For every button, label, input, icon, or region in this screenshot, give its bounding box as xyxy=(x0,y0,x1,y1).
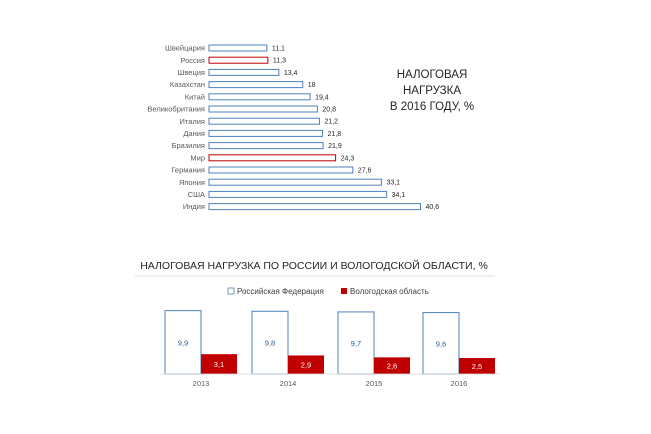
bar xyxy=(209,45,267,51)
value-label: 11,1 xyxy=(271,45,285,53)
year-label: 2016 xyxy=(450,379,468,388)
category-label: Великобритания xyxy=(147,104,205,114)
value-label: 21,9 xyxy=(328,143,342,151)
legend-label-vologda: Вологодская область xyxy=(350,287,429,296)
value-label: 21,2 xyxy=(324,118,339,126)
bar xyxy=(209,179,381,185)
category-label: Бразилия xyxy=(171,141,205,151)
category-label: Швеция xyxy=(177,68,205,77)
category-label: Италия xyxy=(179,116,205,126)
value-label: 18 xyxy=(307,82,316,90)
chart1-title-line-1: НАЛОГОВАЯ xyxy=(396,69,468,81)
legend-swatch-vologda xyxy=(341,288,347,294)
value-label-vologda: 2,6 xyxy=(386,361,398,371)
bar xyxy=(209,191,387,197)
value-label: 13,4 xyxy=(283,69,298,77)
value-label: 34,1 xyxy=(391,191,406,199)
russia-vologda-chart xyxy=(135,259,500,388)
category-label: Мир xyxy=(190,153,205,163)
category-label: Казахстан xyxy=(169,80,205,90)
bar xyxy=(209,82,303,88)
value-label-rf: 9,7 xyxy=(350,338,362,348)
bar xyxy=(209,118,319,124)
value-label: 11,3 xyxy=(272,57,286,65)
year-label: 2013 xyxy=(192,379,210,388)
category-label: Индия xyxy=(182,202,205,212)
category-label: Япония xyxy=(178,177,205,187)
year-label: 2014 xyxy=(279,379,297,388)
value-label: 27,6 xyxy=(357,167,372,175)
year-label: 2015 xyxy=(365,379,383,388)
chart1-title-line-2: НАГРУЗКА xyxy=(403,85,461,97)
bar xyxy=(209,155,336,161)
legend-label-rf: Российская Федерация xyxy=(237,287,324,296)
category-label: США xyxy=(187,190,205,199)
bar xyxy=(209,143,323,149)
value-label: 40,6 xyxy=(425,204,440,212)
value-label: 19,4 xyxy=(315,94,329,102)
value-label: 20,8 xyxy=(322,106,336,114)
bar xyxy=(209,94,310,100)
chart2-title: НАЛОГОВАЯ НАГРУЗКА ПО РОССИИ И ВОЛОГОДСКОЙ ОБЛАСТИ, % xyxy=(140,260,488,272)
bar xyxy=(209,69,279,75)
value-label: 21,8 xyxy=(327,130,342,138)
category-label: Германия xyxy=(171,165,205,175)
value-label-rf: 9,8 xyxy=(264,338,276,348)
category-label: Швейцария xyxy=(164,43,205,53)
category-label: Дания xyxy=(183,129,205,138)
value-label-vologda: 2,5 xyxy=(471,362,483,371)
legend-swatch-rf xyxy=(228,288,234,294)
value-label-rf: 9,9 xyxy=(177,338,189,348)
bar xyxy=(209,204,421,210)
bar xyxy=(209,106,317,112)
bar xyxy=(209,57,268,63)
value-label-vologda: 3,1 xyxy=(213,360,225,370)
value-label-rf: 9,6 xyxy=(435,339,447,349)
value-label-vologda: 2,9 xyxy=(300,360,312,370)
category-label: Китай xyxy=(184,92,205,102)
chart1-title-line-3: В 2016 ГОДУ, % xyxy=(389,101,475,113)
value-label: 33,1 xyxy=(386,179,401,187)
category-label: Россия xyxy=(180,55,205,65)
value-label: 24,3 xyxy=(340,155,355,163)
countries-tax-burden-chart xyxy=(147,44,474,212)
bar xyxy=(209,130,323,136)
bar xyxy=(209,167,353,173)
